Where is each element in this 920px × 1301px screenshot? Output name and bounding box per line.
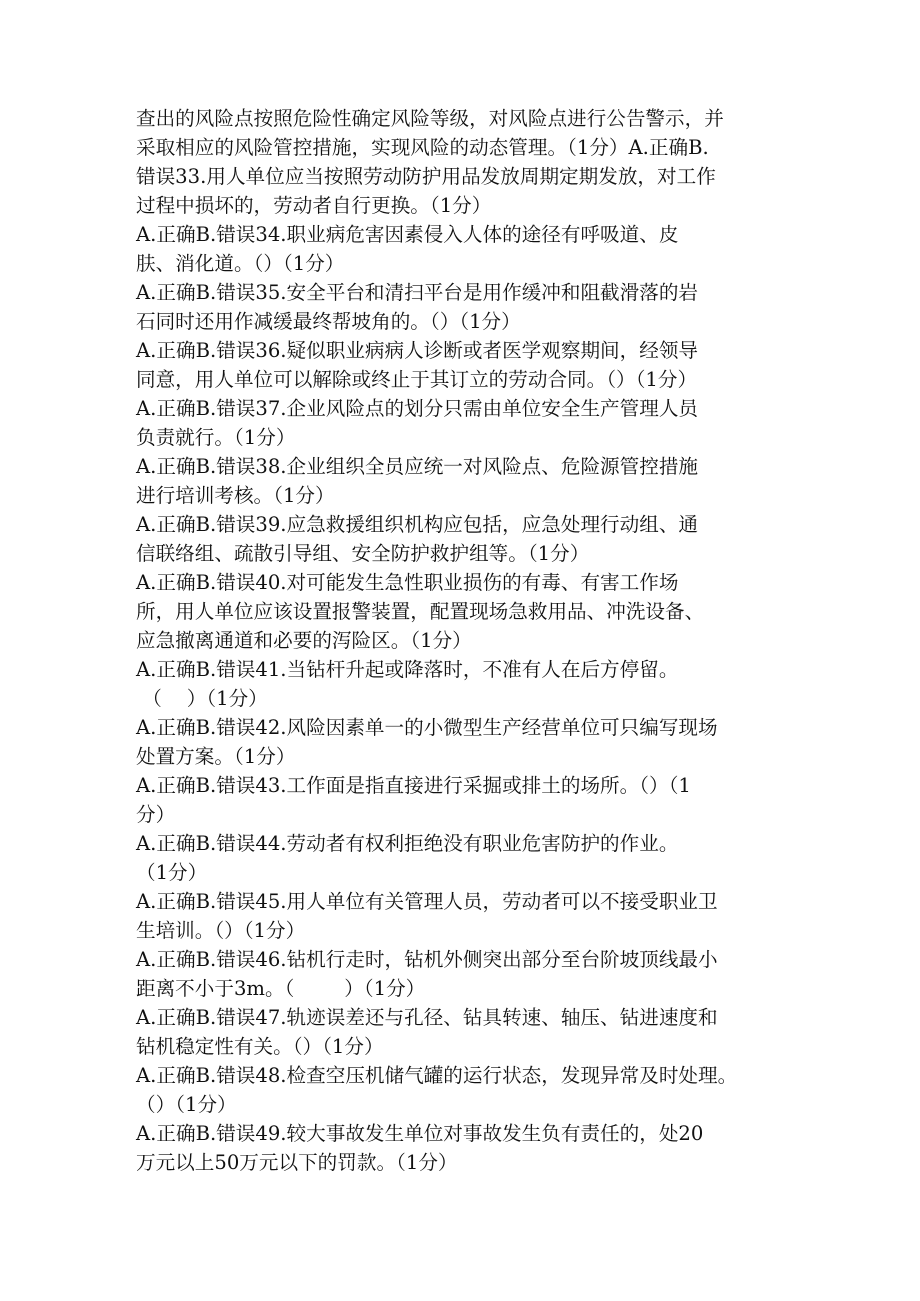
text-line: 过程中损坏的，劳动者自行更换。（1分）: [136, 194, 492, 217]
document-body: [136, 104, 792, 1177]
text-line: 处置方案。（1分）: [136, 745, 296, 768]
text-line: 查出的风险点按照危险性确定风险等级，对风险点进行公告警示，并: [136, 107, 724, 130]
text-line: 万元以上50万元以下的罚款。（1分）: [136, 1151, 458, 1174]
text-line: A.正确B.错误47.轨迹误差还与孔径、钻具转速、轴压、钻进速度和: [136, 1006, 718, 1029]
text-line: A.正确B.错误40.对可能发生急性职业损伤的有毒、有害工作场: [136, 571, 679, 594]
text-line: 同意，用人单位可以解除或终止于其订立的劳动合同。（）（1分）: [136, 368, 698, 391]
text-line: （1分）: [136, 861, 208, 884]
text-line: 采取相应的风险管控措施，实现风险的动态管理。（1分）A.正确B.: [136, 136, 709, 159]
text-line: 分）: [136, 803, 176, 826]
text-line: A.正确B.错误41.当钻杆升起或降落时，不准有人在后方停留。: [136, 658, 679, 681]
text-line: 石同时还用作减缓最终帮坡角的。（）（1分）: [136, 310, 521, 333]
text-line: A.正确B.错误35.安全平台和清扫平台是用作缓冲和阻截滑落的岩: [136, 281, 699, 304]
text-line: A.正确B.错误37.企业风险点的划分只需由单位安全生产管理人员: [136, 397, 699, 420]
text-line: A.正确B.错误48.检查空压机储气罐的运行状态，发现异常及时处理。: [136, 1064, 738, 1087]
text-line: （）（1分）: [136, 1093, 237, 1116]
text-line: 钻机稳定性有关。（）（1分）: [136, 1035, 384, 1058]
text-line: 所，用人单位应该设置报警装置，配置现场急救用品、冲洗设备、: [136, 600, 705, 623]
text-line: A.正确B.错误38.企业组织全员应统一对风险点、危险源管控措施: [136, 455, 699, 478]
text-line: 负责就行。（1分）: [136, 426, 296, 449]
text-line: 错误33.用人单位应当按照劳动防护用品发放周期定期发放，对工作: [136, 165, 716, 188]
text-line: A.正确B.错误39.应急救援组织机构应包括，应急处理行动组、通: [136, 513, 699, 536]
text-line: A.正确B.错误42.风险因素单一的小微型生产经营单位可只编写现场: [136, 716, 718, 739]
text-line: A.正确B.错误43.工作面是指直接进行采掘或排土的场所。（）（1: [136, 774, 691, 797]
text-line: A.正确B.错误36.疑似职业病病人诊断或者医学观察期间，经领导: [136, 339, 699, 362]
text-line: 生培训。（）（1分）: [136, 919, 306, 942]
text-line: 进行培训考核。（1分）: [136, 484, 335, 507]
text-line: 肤、消化道。（）（1分）: [136, 252, 345, 275]
text-line: A.正确B.错误34.职业病危害因素侵入人体的途径有呼吸道、皮: [136, 223, 679, 246]
text-line: （ ）（1分）: [136, 687, 268, 710]
text-line: A.正确B.错误46.钻机行走时，钻机外侧突出部分至台阶坡顶线最小: [136, 948, 718, 971]
text-line: A.正确B.错误45.用人单位有关管理人员，劳动者可以不接受职业卫: [136, 890, 718, 913]
text-line: A.正确B.错误49.较大事故发生单位对事故发生负有责任的，处20: [136, 1122, 704, 1145]
text-line: 距离不小于3m。（ ）（1分）: [136, 977, 426, 1000]
text-line: 信联络组、疏散引导组、安全防护救护组等。（1分）: [136, 542, 590, 565]
text-line: A.正确B.错误44.劳动者有权利拒绝没有职业危害防护的作业。: [136, 832, 679, 855]
text-line: 应急撤离通道和必要的泻险区。（1分）: [136, 629, 472, 652]
